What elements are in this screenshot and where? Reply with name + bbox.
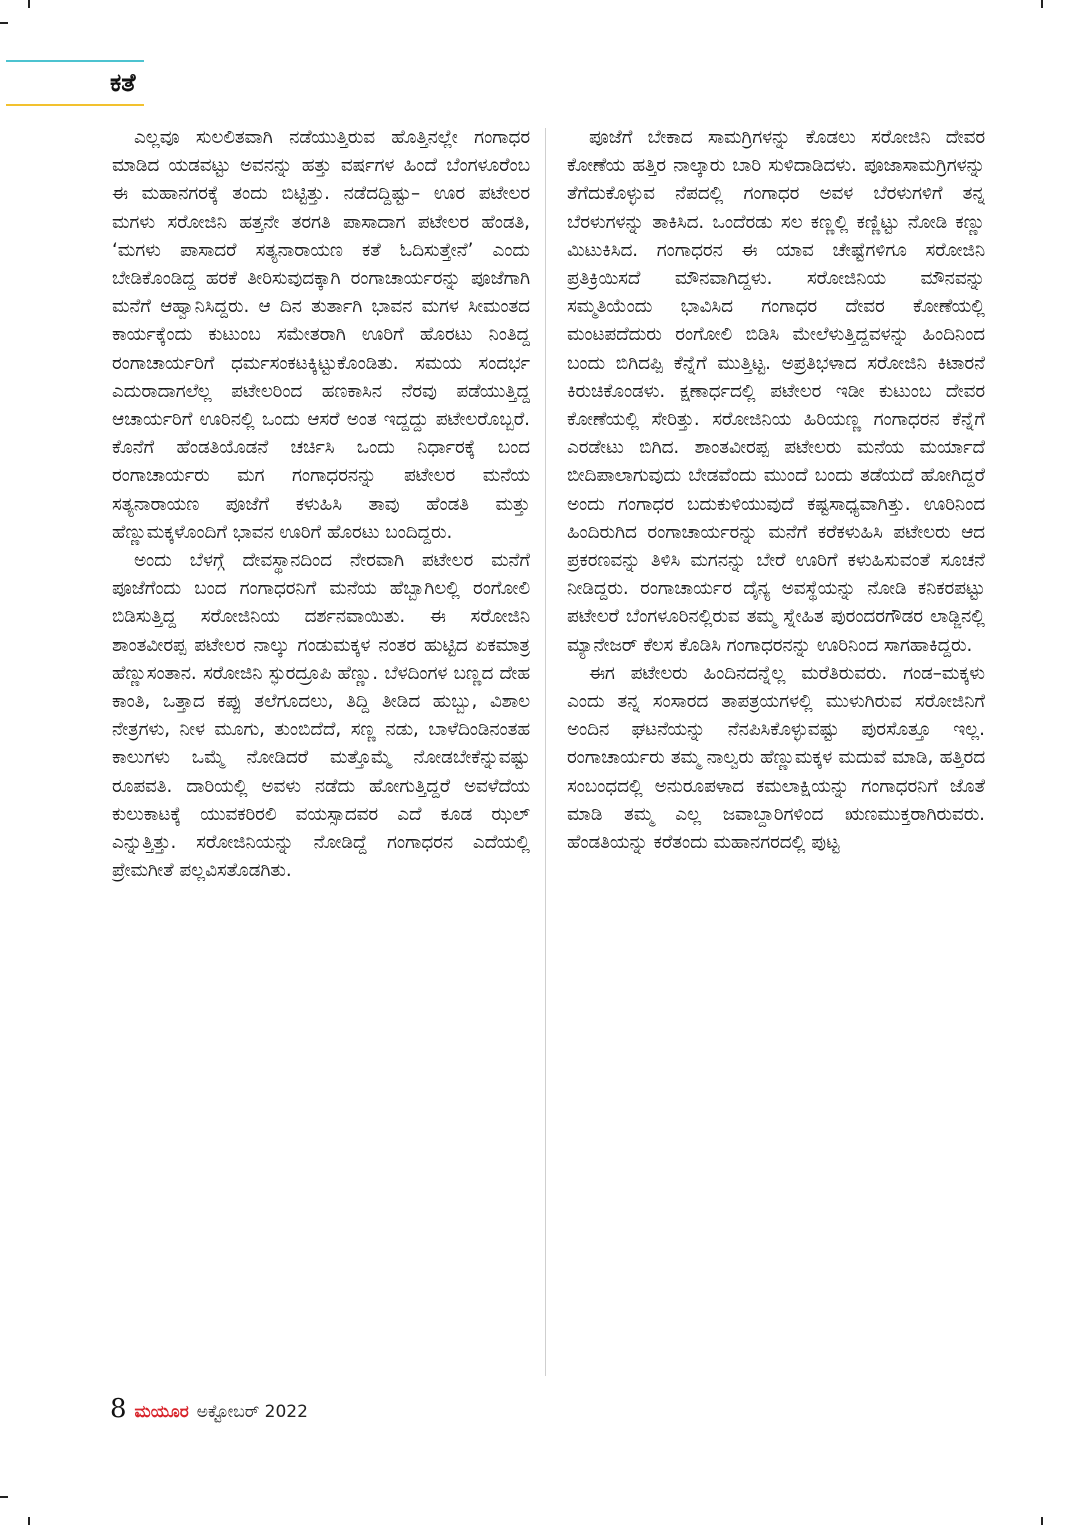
paragraph: ಈಗ ಪಟೇಲರು ಹಿಂದಿನದನ್ನೆಲ್ಲ ಮರೆತಿರುವರು. ಗಂಡ–ಮಕ್ಕಳು ಎಂದು ತನ್ನ ಸಂಸಾರದ ತಾಪತ್ರಯಗಳಲ್ಲಿ ಮುಳುಗಿರುವ ಸರೋಜಿನಿಗೆ ಅಂದಿನ ಘಟನೆಯನ್ನು ನೆನಪಿಸಿಕೊಳ್ಳುವಷ್ಟು ಪುರಸೊತ್ತೂ ಇಲ್ಲ. ರಂಗಾಚಾರ್ಯರು ತಮ್ಮ ನಾಲ್ವರು ಹೆಣ್ಣುಮಕ್ಕಳ ಮದುವೆ ಮಾಡಿ, ಹತ್ತಿರದ ಸಂಬಂಧದಲ್ಲಿ ಅನುರೂಪಳಾದ ಕಮಲಾಕ್ಷಿಯನ್ನು ಗಂಗಾಧರನಿಗೆ ಜೊತೆ ಮಾಡಿ ತಮ್ಮ ಎಲ್ಲ ಜವಾಬ್ದಾರಿಗಳಿಂದ ಋಣಮುಕ್ತರಾಗಿರುವರು. ಹೆಂಡತಿಯನ್ನು ಕರೆತಂದು ಮಹಾನಗರದಲ್ಲಿ ಪುಟ್ಟ (567, 662, 985, 854)
header-rule-top (6, 60, 144, 62)
article-column-right (567, 124, 985, 1384)
crop-mark-top-right (1041, 0, 1043, 8)
crop-mark-bottom-left (28, 1517, 30, 1525)
paragraph: ಪೂಜೆಗೆ ಬೇಕಾದ ಸಾಮಗ್ರಿಗಳನ್ನು ಕೊಡಲು ಸರೋಜಿನಿ ದೇವರ ಕೋಣೆಯ ಹತ್ತಿರ ನಾಲ್ಕಾರು ಬಾರಿ ಸುಳಿದಾಡಿದಳು. ಪೂಜಾಸಾಮಗ್ರಿಗಳನ್ನು ತೆಗೆದುಕೊಳ್ಳುವ ನೆಪದಲ್ಲಿ ಗಂಗಾಧರ ಅವಳ ಬೆರಳುಗಳಿಗೆ ತನ್ನ ಬೆರಳುಗಳನ್ನು ತಾಕಿಸಿದ. ಒಂದೆರಡು ಸಲ ಕಣ್ಣಲ್ಲಿ ಕಣ್ಣಿಟ್ಟು ನೋಡಿ ಕಣ್ಣು ಮಿಟುಕಿಸಿದ. ಗಂಗಾಧರನ ಈ ಯಾವ ಚೇಷ್ಟೆಗಳಿಗೂ ಸರೋಜಿನಿ ಪ್ರತಿಕ್ರಿಯಿಸದೆ ಮೌನವಾಗಿದ್ದಳು. ಸರೋಜಿನಿಯ ಮೌನವನ್ನು ಸಮ್ಮತಿಯೆಂದು ಭಾವಿಸಿದ ಗಂಗಾಧರ ದೇವರ ಕೋಣೆಯಲ್ಲಿ ಮಂಟಪದೆದುರು ರಂಗೋಲಿ ಬಿಡಿಸಿ ಮೇಲೆಳುತ್ತಿದ್ದವಳನ್ನು ಹಿಂದಿನಿಂದ ಬಂದು ಬಿಗಿದಪ್ಪಿ ಕೆನ್ನೆಗೆ ಮುತ್ತಿಟ್ಟ. ಅಪ್ರತಿಭಳಾದ ಸರೋಜಿನಿ ಕಿಟಾರನೆ ಕಿರುಚಿಕೊಂಡಳು. ಕ್ಷಣಾರ್ಧದಲ್ಲಿ ಪಟೇಲರ ಇಡೀ ಕುಟುಂಬ ದೇವರ ಕೋಣೆಯಲ್ಲಿ ಸೇರಿತ್ತು. ಸರೋಜಿನಿಯ ಹಿರಿಯಣ್ಣ ಗಂಗಾಧರನ ಕೆನ್ನೆಗೆ ಎರಡೇಟು ಬಿಗಿದ. ಶಾಂತವೀರಪ್ಪ ಪಟೇಲರು ಮನೆಯ ಮರ್ಯಾದೆ ಬೀದಿಪಾಲಾಗುವುದು ಬೇಡವೆಂದು ಮುಂದೆ ಬಂದು ತಡೆಯದೆ ಹೋಗಿದ್ದರೆ ಅಂದು ಗಂಗಾಧರ ಬದುಕುಳಿಯುವುದೆ ಕಷ್ಟಸಾಧ್ಯವಾಗಿತ್ತು. ಊರಿನಿಂದ ಹಿಂದಿರುಗಿದ ರಂಗಾಚಾರ್ಯರನ್ನು ಮನೆಗೆ ಕರೆಕಳುಹಿಸಿ ಪಟೇಲರು ಆದ ಪ್ರಕರಣವನ್ನು ತಿಳಿಸಿ ಮಗನನ್ನು ಬೇರೆ ಊರಿಗೆ ಕಳುಹಿಸುವಂತೆ ಸೂಚನೆ ನೀಡಿದ್ದರು. ರಂಗಾಚಾರ್ಯರ ದೈನ್ಯ ಅವಸ್ಥೆಯನ್ನು ನೋಡಿ ಕನಿಕರಪಟ್ಟು ಪಟೇಲರೆ ಬೆಂಗಳೂರಿನಲ್ಲಿರುವ ತಮ್ಮ ಸ್ನೇಹಿತ ಪುರಂದರಗೌಡರ ಲಾಡ್ಜಿನಲ್ಲಿ ಮ್ಯಾನೇಜರ್ ಕೆಲಸ ಕೊಡಿಸಿ ಗಂಗಾಧರನನ್ನು ಊರಿನಿಂದ ಸಾಗಹಾಕಿದ್ದರು. (567, 127, 985, 656)
magazine-name: ಮಯೂರ (134, 1402, 189, 1422)
crop-mark-left-lower (0, 1496, 8, 1498)
paragraph: ಅಂದು ಬೆಳಗ್ಗೆ ದೇವಸ್ಥಾನದಿಂದ ನೇರವಾಗಿ ಪಟೇಲರ ಮನೆಗೆ ಪೂಜೆಗೆಂದು ಬಂದ ಗಂಗಾಧರನಿಗೆ ಮನೆಯ ಹೆಬ್ಬಾಗಿಲಲ್ಲಿ ರಂಗೋಲಿ ಬಿಡಿಸುತ್ತಿದ್ದ ಸರೋಜಿನಿಯ ದರ್ಶನವಾಯಿತು. ಈ ಸರೋಜಿನಿ ಶಾಂತವೀರಪ್ಪ ಪಟೇಲರ ನಾಲ್ಕು ಗಂಡುಮಕ್ಕಳ ನಂತರ ಹುಟ್ಟಿದ ಏಕಮಾತ್ರ ಹೆಣ್ಣುಸಂತಾನ. ಸರೋಜಿನಿ ಸ್ಫುರದ್ರೂಪಿ ಹೆಣ್ಣು. ಬೆಳದಿಂಗಳ ಬಣ್ಣದ ದೇಹ ಕಾಂತಿ, ಒತ್ತಾದ ಕಪ್ಪು ತಲೆಗೂದಲು, ತಿದ್ದಿ ತೀಡಿದ ಹುಬ್ಬು, ವಿಶಾಲ ನೇತ್ರಗಳು, ನೀಳ ಮೂಗು, ತುಂಬಿದೆದೆ, ಸಣ್ಣ ನಡು, ಬಾಳೆದಿಂಡಿನಂತಹ ಕಾಲುಗಳು ಒಮ್ಮೆ ನೋಡಿದರೆ ಮತ್ತೊಮ್ಮೆ ನೋಡಬೇಕೆನ್ನುವಷ್ಟು ರೂಪವತಿ. ದಾರಿಯಲ್ಲಿ ಅವಳು ನಡೆದು ಹೋಗುತ್ತಿದ್ದರೆ ಅವಳೆದೆಯ ಕುಲುಕಾಟಕ್ಕೆ ಯುವಕರಿರಲಿ ವಯಸ್ಸಾದವರ ಎದೆ ಕೂಡ ಝಲ್ ಎನ್ನುತ್ತಿತ್ತು. ಸರೋಜಿನಿಯನ್ನು ನೋಡಿದ್ದೆ ಗಂಗಾಧರನ ಎದೆಯಲ್ಲಿ ಪ್ರೇಮಗೀತೆ ಪಲ್ಲವಿಸತೊಡಗಿತು. (112, 550, 530, 882)
issue-date: ಅಕ್ಟೋಬರ್ 2022 (196, 1402, 308, 1422)
crop-mark-left-upper (0, 22, 8, 24)
column-divider (545, 128, 546, 1376)
header-rule-bottom (6, 104, 144, 106)
crop-mark-top-left (28, 0, 30, 8)
paragraph: ಎಲ್ಲವೂ ಸುಲಲಿತವಾಗಿ ನಡೆಯುತ್ತಿರುವ ಹೊತ್ತಿನಲ್ಲೇ ಗಂಗಾಧರ ಮಾಡಿದ ಯಡವಟ್ಟು ಅವನನ್ನು ಹತ್ತು ವರ್ಷಗಳ ಹಿಂದೆ ಬೆಂಗಳೂರೆಂಬ ಈ ಮಹಾನಗರಕ್ಕೆ ತಂದು ಬಿಟ್ಟಿತ್ತು. ನಡೆದದ್ದಿಷ್ಟು– ಊರ ಪಟೇಲರ ಮಗಳು ಸರೋಜಿನಿ ಹತ್ತನೇ ತರಗತಿ ಪಾಸಾದಾಗ ಪಟೇಲರ ಹೆಂಡತಿ, ‘ಮಗಳು ಪಾಸಾದರೆ ಸತ್ಯನಾರಾಯಣ ಕತೆ ಓದಿಸುತ್ತೇನೆ’ ಎಂದು ಬೇಡಿಕೊಂಡಿದ್ದ ಹರಕೆ ತೀರಿಸುವುದಕ್ಕಾಗಿ ರಂಗಾಚಾರ್ಯರನ್ನು ಪೂಜೆಗಾಗಿ ಮನೆಗೆ ಆಹ್ವಾನಿಸಿದ್ದರು. ಆ ದಿನ ತುರ್ತಾಗಿ ಭಾವನ ಮಗಳ ಸೀಮಂತದ ಕಾರ್ಯಕ್ಕೆಂದು ಕುಟುಂಬ ಸಮೇತರಾಗಿ ಊರಿಗೆ ಹೊರಟು ನಿಂತಿದ್ದ ರಂಗಾಚಾರ್ಯರಿಗೆ ಧರ್ಮಸಂಕಟಕ್ಕಿಟ್ಟುಕೊಂಡಿತು. ಸಮಯ ಸಂದರ್ಭ ಎದುರಾದಾಗಲೆಲ್ಲ ಪಟೇಲರಿಂದ ಹಣಕಾಸಿನ ನೆರವು ಪಡೆಯುತ್ತಿದ್ದ ಆಚಾರ್ಯರಿಗೆ ಊರಿನಲ್ಲಿ ಒಂದು ಆಸರೆ ಅಂತ ಇದ್ದದ್ದು ಪಟೇಲರೊಬ್ಬರೆ. ಕೊನೆಗೆ ಹೆಂಡತಿಯೊಡನೆ ಚರ್ಚಿಸಿ ಒಂದು ನಿರ್ಧಾರಕ್ಕೆ ಬಂದ ರಂಗಾಚಾರ್ಯರು ಮಗ ಗಂಗಾಧರನನ್ನು ಪಟೇಲರ ಮನೆಯ ಸತ್ಯನಾರಾಯಣ ಪೂಜೆಗೆ ಕಳುಹಿಸಿ ತಾವು ಹೆಂಡತಿ ಮತ್ತು ಹೆಣ್ಣುಮಕ್ಕಳೊಂದಿಗೆ ಭಾವನ ಊರಿಗೆ ಹೊರಟು ಬಂದಿದ್ದರು. (112, 127, 530, 543)
crop-mark-bottom-right (1041, 1517, 1043, 1525)
page-footer (110, 1394, 308, 1428)
section-label: ಕತೆ (110, 68, 136, 97)
page-number: 8 (110, 1394, 127, 1424)
article-column-left (112, 124, 530, 1376)
